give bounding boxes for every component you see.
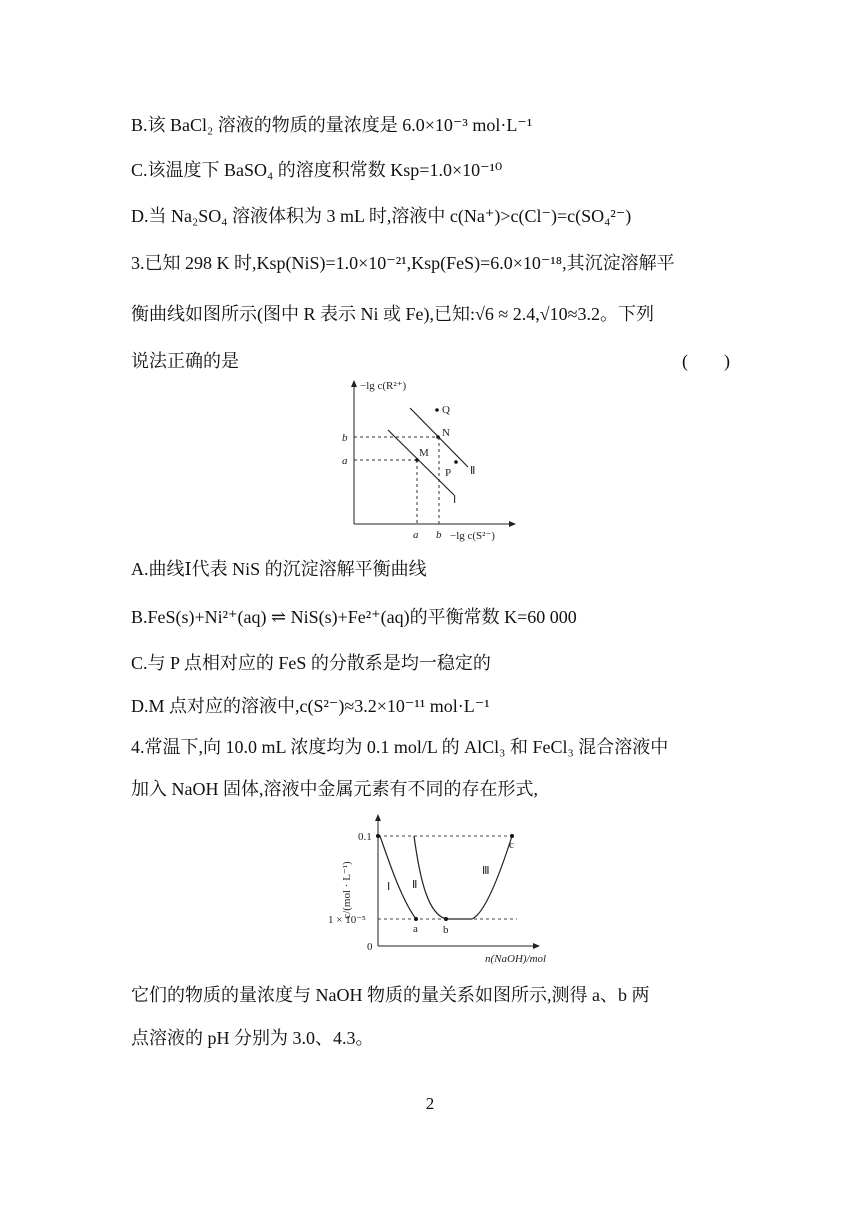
option-c-1: C.该温度下 BaSO₄ 的溶度积常数 Ksp=1.0×10⁻¹⁰: [131, 160, 503, 180]
label-c: c: [509, 839, 514, 851]
label-curve-III: Ⅲ: [482, 865, 490, 877]
point-c: [510, 834, 514, 838]
answer-bracket: ( ): [682, 351, 730, 371]
curve-I: [388, 430, 454, 495]
y-tick-a: a: [342, 455, 348, 467]
x-tick-b: b: [436, 529, 442, 541]
option-c-3: C.与 P 点相对应的 FeS 的分散系是均一稳定的: [131, 653, 491, 673]
label-curve-II: Ⅱ: [412, 879, 418, 891]
label-curve-II: Ⅱ: [470, 465, 476, 477]
option-d-1: D.当 Na₂SO₄ 溶液体积为 3 mL 时,溶液中 c(Na⁺)>c(Cl⁻)=c(SO₄²⁻): [131, 206, 632, 226]
question-4-line-1: 4.常温下,向 10.0 mL 浓度均为 0.1 mol/L 的 AlCl₃ 和 FeCl₃ 混合溶液中: [131, 737, 669, 757]
option-b-1: B.该 BaCl₂ 溶液的物质的量浓度是 6.0×10⁻³ mol·L⁻¹: [131, 115, 533, 135]
label-a: a: [413, 923, 418, 935]
point-a: [414, 917, 418, 921]
question-3-line-2: 衡曲线如图所示(图中 R 表示 Ni 或 Fe),已知:√6 ≈ 2.4,√10≈3.2。下列: [131, 304, 655, 324]
question-4-line-3: 它们的物质的量浓度与 NaOH 物质的量关系如图所示,测得 a、b 两: [131, 985, 650, 1005]
y-tick-b: b: [342, 432, 348, 444]
curve-I: [380, 836, 416, 919]
label-M: M: [419, 447, 429, 459]
label-curve-I: Ⅰ: [387, 881, 391, 893]
x-axis-label: n(NaOH)/mol: [485, 953, 547, 965]
question-3-line-3: 说法正确的是: [131, 351, 239, 371]
y-tick-top: 0.1: [358, 831, 372, 843]
point-Q: [435, 408, 439, 412]
label-N: N: [442, 427, 450, 439]
y-tick-low: 1 × 10⁻⁵: [328, 914, 366, 926]
question-4-line-2: 加入 NaOH 固体,溶液中金属元素有不同的存在形式,: [131, 779, 538, 799]
point-start: [376, 834, 380, 838]
y-axis-label: −lg c(R²⁺): [360, 380, 407, 392]
figure-2-concentration-curves: [310, 810, 550, 970]
curve-III: [472, 836, 512, 919]
curve-II: [414, 836, 446, 919]
option-d-3: D.M 点对应的溶液中,c(S²⁻)≈3.2×10⁻¹¹ mol·L⁻¹: [131, 696, 490, 716]
y-axis-label: c/(mol · L⁻¹): [341, 861, 353, 919]
figure-1-solubility-curves: [328, 376, 528, 546]
origin-label: 0: [367, 941, 373, 953]
option-a-3: A.曲线Ⅰ代表 NiS 的沉淀溶解平衡曲线: [131, 559, 427, 579]
question-3-line-1: 3.已知 298 K 时,Ksp(NiS)=1.0×10⁻²¹,Ksp(FeS)=6.0×10⁻¹⁸,其沉淀溶解平: [131, 253, 675, 273]
point-N: [436, 435, 440, 439]
label-P: P: [445, 467, 452, 479]
point-P: [454, 460, 458, 464]
page-number: 2: [425, 1094, 435, 1113]
label-Q: Q: [442, 404, 450, 416]
point-b: [444, 917, 448, 921]
option-b-3: B.FeS(s)+Ni²⁺(aq) ⇌ NiS(s)+Fe²⁺(aq)的平衡常数 K=60 000: [131, 607, 577, 627]
label-b: b: [443, 924, 449, 936]
label-curve-I: Ⅰ: [453, 494, 457, 506]
x-axis-label: −lg c(S²⁻): [450, 530, 495, 542]
question-4-line-4: 点溶液的 pH 分别为 3.0、4.3。: [131, 1028, 374, 1048]
x-tick-a: a: [413, 529, 419, 541]
